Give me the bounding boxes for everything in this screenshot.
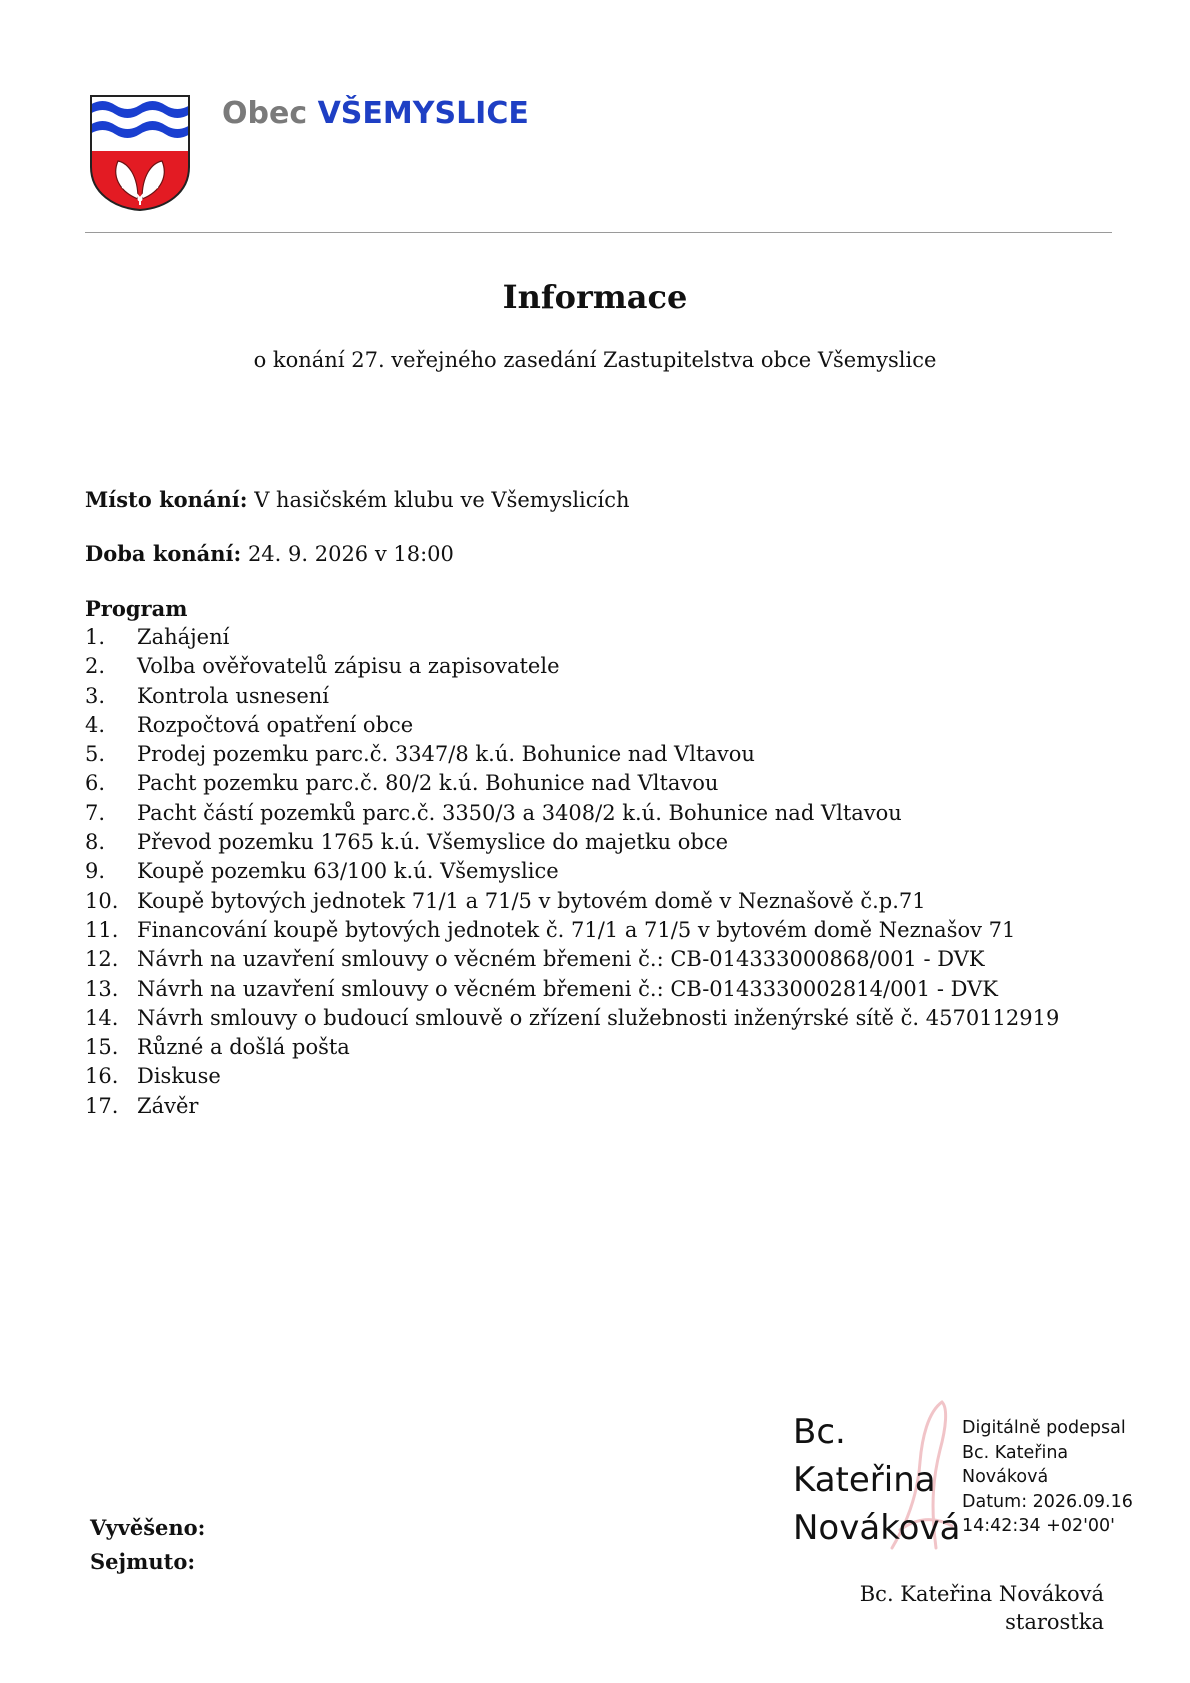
- place-label: Místo konání:: [85, 487, 248, 512]
- program-heading: Program: [85, 596, 188, 621]
- brand-name: VŠEMYSLICE: [317, 96, 529, 131]
- item-text: Koupě pozemku 63/100 k.ú. Všemyslice: [137, 859, 559, 884]
- document-subtitle: o konání 27. veřejného zasedání Zastupitelstva obce Všemyslice: [253, 348, 937, 372]
- item-text: Prodej pozemku parc.č. 3347/8 k.ú. Bohunice nad Vltavou: [137, 742, 755, 767]
- item-text: Závěr: [137, 1093, 199, 1118]
- item-text: Koupě bytových jednotek 71/1 a 71/5 v bytovém domě v Neznašově č.p.71: [137, 888, 926, 913]
- item-number: 2.: [85, 654, 106, 679]
- time-label: Doba konání:: [85, 541, 242, 566]
- signature-name-line: Bc.: [793, 1412, 846, 1452]
- item-number: 8.: [85, 830, 106, 855]
- time-value: 24. 9. 2026 v 18:00: [247, 542, 454, 566]
- signature-detail-line: Nováková: [962, 1467, 1049, 1488]
- item-number: 13.: [85, 976, 119, 1001]
- list-item: [85, 711, 1059, 740]
- list-item: [85, 740, 1059, 769]
- item-text: Kontrola usnesení: [137, 683, 330, 708]
- item-text: Pacht pozemku parc.č. 80/2 k.ú. Bohunice nad Vltavou: [137, 771, 719, 796]
- list-item: [85, 682, 1059, 711]
- signature-name-line: Nováková: [793, 1508, 961, 1548]
- header-divider: [85, 232, 1112, 233]
- item-number: 15.: [85, 1035, 119, 1060]
- item-text: Návrh na uzavření smlouvy o věcném břemeni č.: CB-0143330002814/001 - DVK: [137, 976, 998, 1001]
- brand-prefix: Obec: [222, 96, 308, 131]
- removed-label: Sejmuto:: [90, 1549, 196, 1574]
- signature-detail-line: Bc. Kateřina: [962, 1442, 1069, 1463]
- list-item: [85, 828, 1059, 857]
- item-text: Návrh smlouvy o budoucí smlouvě o zřízení služebnosti inženýrské sítě č. 4570112919: [137, 1005, 1060, 1030]
- item-number: 4.: [85, 712, 106, 737]
- item-number: 16.: [85, 1064, 119, 1089]
- item-number: 11.: [85, 917, 119, 942]
- item-text: Různé a došlá pošta: [137, 1035, 350, 1060]
- signature-detail-line: 14:42:34 +02'00': [962, 1516, 1115, 1537]
- item-text: Diskuse: [137, 1064, 221, 1089]
- item-text: Návrh na uzavření smlouvy o věcném břemeni č.: CB-014333000868/001 - DVK: [137, 947, 985, 972]
- list-item: [85, 1033, 1059, 1062]
- signature-detail-line: Datum: 2026.09.16: [962, 1491, 1133, 1512]
- municipality-brand: [222, 96, 529, 131]
- meeting-place: [85, 487, 630, 512]
- list-item: [85, 857, 1059, 886]
- item-number: 6.: [85, 771, 106, 796]
- item-number: 17.: [85, 1093, 119, 1118]
- signer-name: Bc. Kateřina Nováková: [859, 1582, 1104, 1606]
- document-title: Informace: [502, 278, 688, 316]
- item-number: 12.: [85, 947, 119, 972]
- place-value: V hasičském klubu ve Všemyslicích: [254, 488, 630, 512]
- item-number: 9.: [85, 859, 106, 884]
- signer-role: starostka: [1005, 1610, 1104, 1634]
- item-number: 7.: [85, 800, 106, 825]
- digital-signature-details: [962, 1416, 1133, 1539]
- list-item: [85, 916, 1059, 945]
- item-number: 10.: [85, 888, 119, 913]
- list-item: [85, 769, 1059, 798]
- signature-name-line: Kateřina: [793, 1460, 936, 1500]
- item-number: 1.: [85, 625, 106, 649]
- item-text: Pacht částí pozemků parc.č. 3350/3 a 3408/2 k.ú. Bohunice nad Vltavou: [137, 800, 902, 825]
- item-text: Financování koupě bytových jednotek č. 71/1 a 71/5 v bytovém domě Neznašov 71: [137, 917, 1016, 942]
- signature-detail-line: Digitálně podepsal: [962, 1418, 1126, 1438]
- item-number: 14.: [85, 1005, 119, 1030]
- item-number: 5.: [85, 742, 106, 767]
- posted-label: Vyvěšeno:: [90, 1515, 206, 1540]
- item-text: Převod pozemku 1765 k.ú. Všemyslice do majetku obce: [137, 830, 729, 855]
- item-number: 3.: [85, 683, 106, 708]
- item-text: Volba ověřovatelů zápisu a zapisovatele: [137, 654, 560, 679]
- list-item: [85, 945, 1059, 974]
- list-item: [85, 799, 1059, 828]
- list-item: [85, 1092, 1059, 1121]
- item-text: Rozpočtová opatření obce: [137, 712, 414, 737]
- item-text: Zahájení: [137, 625, 230, 649]
- list-item: [85, 623, 1059, 652]
- municipal-coat-of-arms-icon: [90, 95, 190, 211]
- meeting-time: [85, 541, 454, 566]
- list-item: [85, 652, 1059, 681]
- program-list: [85, 623, 1059, 1121]
- signer-block: [860, 1580, 1104, 1636]
- list-item: [85, 1004, 1059, 1033]
- digital-signature-name: [793, 1408, 960, 1552]
- list-item: [85, 1062, 1059, 1091]
- list-item: [85, 975, 1059, 1004]
- list-item: [85, 887, 1059, 916]
